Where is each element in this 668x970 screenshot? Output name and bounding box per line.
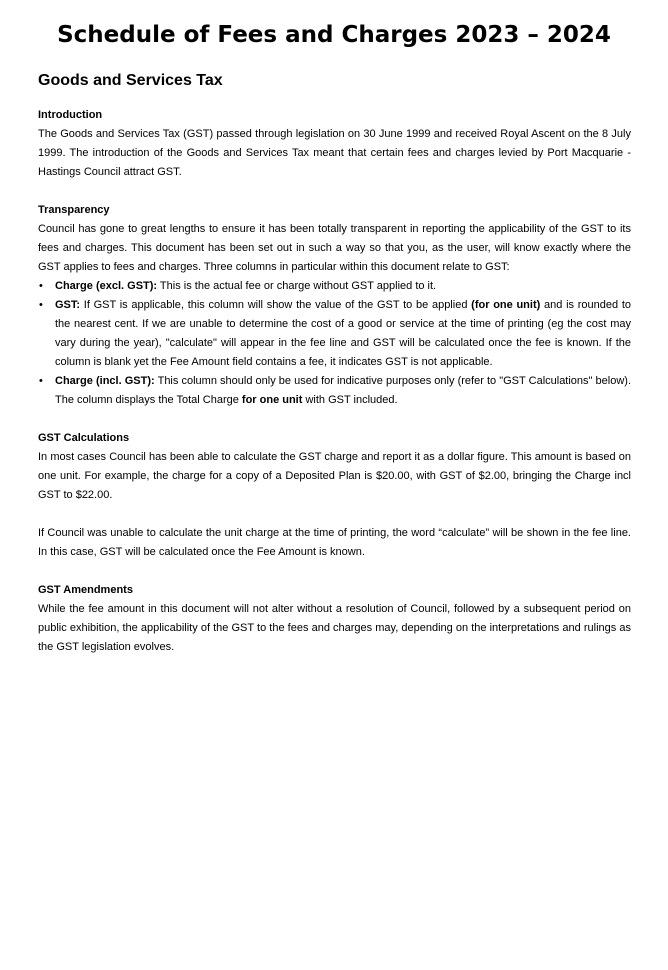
list-item-term: Charge (excl. GST): [55, 280, 158, 292]
gst-calculations-text: In most cases Council has been able to calculate the GST charge and report it as a dollar figure. This amount is based on one unit. For example, the charge for a copy of a Deposited Plan is $20.00, with GST of $2.00, bringing the Charge incl GST to $22.00. [38, 451, 631, 501]
list-item-text: If GST is applicable, this column will show the value of the GST to be applied [80, 299, 472, 311]
list-item-emphasis: (for one unit) [471, 299, 541, 311]
transparency-text: Council has gone to great lengths to ensure it has been totally transparent in reporting the applicability of the GST to its fees and charges. This document has been set out in such a way so that you, as the user, will know exactly where the GST applies to fees and charges. Three columns in particular within this document relate to GST: [38, 223, 631, 273]
transparency-section [38, 201, 631, 410]
introduction-section [38, 106, 631, 182]
transparency-heading: Transparency [38, 204, 110, 216]
spacer [38, 410, 631, 429]
list-item-text-continued: with GST included. [302, 394, 398, 406]
spacer [38, 182, 631, 201]
gst-columns-list [38, 277, 631, 410]
document-body [38, 70, 631, 657]
document-title: Schedule of Fees and Charges 2023 – 2024 [57, 22, 611, 48]
list-item-gst [38, 296, 631, 372]
spacer [38, 562, 631, 581]
gst-amendments-text: While the fee amount in this document will not alter without a resolution of Council, followed by a subsequent period on public exhibition, the applicability of the GST to the fees and charges may, depending on the interpretations and rulings as the GST legislation evolves. [38, 603, 631, 653]
gst-calculations-section [38, 429, 631, 562]
spacer [38, 505, 631, 524]
bullet-icon: • [39, 280, 43, 292]
list-item-text: This column should only be used for indicative purposes only (refer to "GST Calculations" below). The column displays the Total Charge [55, 375, 632, 406]
list-item-emphasis: for one unit [241, 394, 303, 406]
gst-amendments-section [38, 581, 631, 657]
list-item-text: This is the actual fee or charge without GST applied to it. [157, 280, 437, 292]
list-item-charge-excl-gst [38, 277, 631, 296]
gst-amendments-heading: GST Amendments [38, 584, 133, 596]
introduction-heading: Introduction [38, 109, 103, 121]
list-item-term: Charge (incl. GST): [55, 375, 155, 387]
list-item-term: GST: [55, 299, 81, 311]
gst-calculations-heading: GST Calculations [38, 432, 130, 444]
list-item-text-continued: and is rounded to the nearest cent. If we are unable to determine the cost of a good or service at the time of printing (eg the cost may vary during the year), "calculate" will appear in the fee line and GST will be calculated once the fee is known. If the column is blank yet the Fee Amount field contains a fee, it indicates GST is not applicable. [55, 299, 631, 368]
section-title: Goods and Services Tax [38, 72, 223, 89]
bullet-icon: • [39, 299, 43, 311]
introduction-text: The Goods and Services Tax (GST) passed through legislation on 30 June 1999 and received Royal Ascent on the 8 July 1999. The introduction of the Goods and Services Tax meant that certain fees and charges levied by Port Macquarie - Hastings Council attract GST. [38, 128, 631, 178]
bullet-icon: • [39, 375, 43, 387]
list-item-charge-incl-gst [38, 372, 631, 410]
gst-calculations-text-2: If Council was unable to calculate the unit charge at the time of printing, the word “calculate” will be shown in the fee line. In this case, GST will be calculated once the Fee Amount is known. [38, 527, 631, 558]
